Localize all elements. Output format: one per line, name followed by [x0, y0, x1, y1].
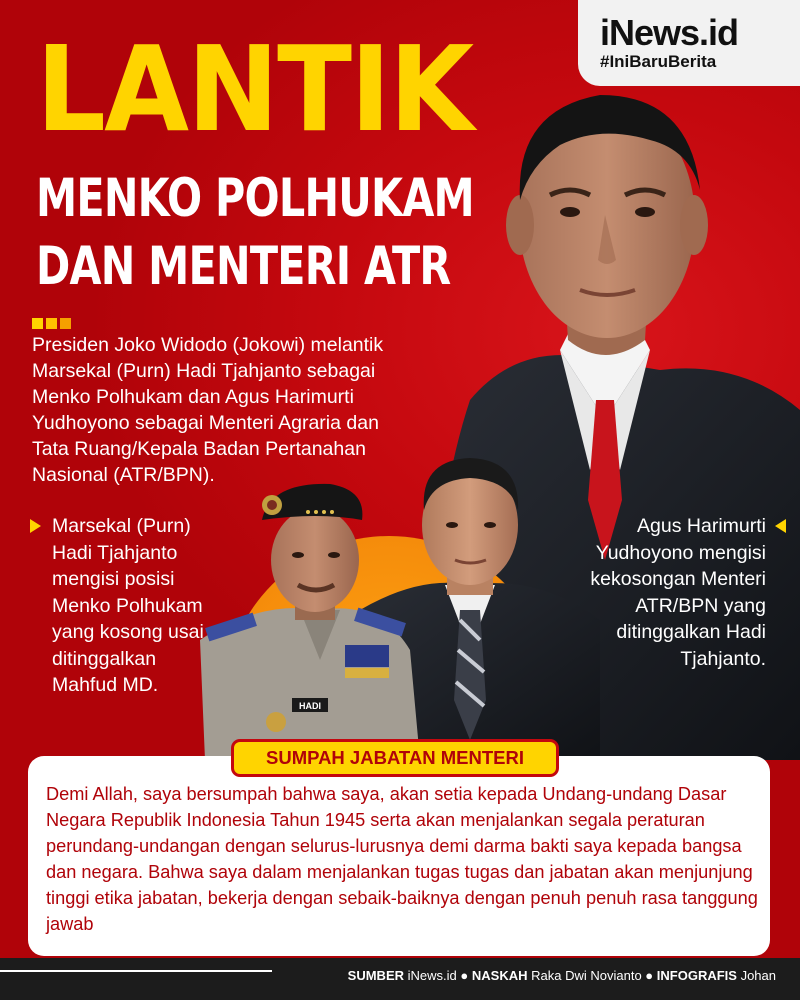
dot-separator-icon: ● — [460, 968, 469, 983]
brand-logo: iNews.id — [600, 12, 739, 53]
oath-text: Demi Allah, saya bersumpah bahwa saya, akan setia kepada Undang-undang Dasar Negara Republik Indonesia Tahun 1945 serta akan menjalankan segala peraturan perundang-undangan dengan selurus-lurusnya demi darma bakti saya kepada bangsa dan negara. Bahwa saya dalam menjalankan tugas tugas dan jabatan akan menjunjung tinggi etika jabatan, bekerja dengan sebaik-baiknya dengan penuh penuh rasa tanggung jawab — [46, 784, 758, 934]
naskah-value: Raka Dwi Novianto — [531, 968, 642, 983]
intro-paragraph: Presiden Joko Widodo (Jokowi) melantik Marsekal (Purn) Hadi Tjahjanto sebagai Menko Polhukam dan Agus Harimurti Yudhoyono sebagai Menteri Agraria dan Tata Ruang/Kepala Badan Pertanahan Nasional (ATR/BPN). — [32, 334, 384, 486]
bullet-hadi-text: Marsekal (Purn) Hadi Tjahjanto mengisi posisi Menko Polhukam yang kosong usai ditinggalkan Mahfud MD. — [52, 515, 204, 696]
headline-sub-1: MENKO POLHUKAM — [36, 168, 474, 229]
footer-divider — [0, 970, 272, 972]
infografis-label: INFOGRAFIS — [656, 968, 737, 983]
credits-text — [348, 968, 776, 983]
bullet-hadi — [30, 513, 220, 699]
bullet-ahy — [540, 513, 766, 672]
headline-sub-2: DAN MENTERI ATR — [36, 236, 451, 297]
triangle-left-icon — [775, 519, 786, 533]
infografis-value: Johan — [740, 968, 776, 983]
bullet-ahy-text: Agus Harimurti Yudhoyono mengisi kekosongan Menteri ATR/BPN yang ditinggalkan Hadi Tjahjanto. — [590, 515, 766, 670]
headline-main: LANTIK — [36, 20, 473, 158]
sumber-label: SUMBER — [347, 968, 405, 983]
triangle-right-icon — [30, 519, 41, 533]
footer-credits — [0, 958, 800, 1000]
name-tag: HADI — [299, 701, 321, 711]
dot-separator-icon: ● — [645, 968, 654, 983]
naskah-label: NASKAH — [471, 968, 528, 983]
brand-tagline: #IniBaruBerita — [600, 52, 717, 71]
sumber-value: iNews.id — [407, 968, 457, 983]
oath-title: SUMPAH JABATAN MENTERI — [234, 742, 556, 774]
